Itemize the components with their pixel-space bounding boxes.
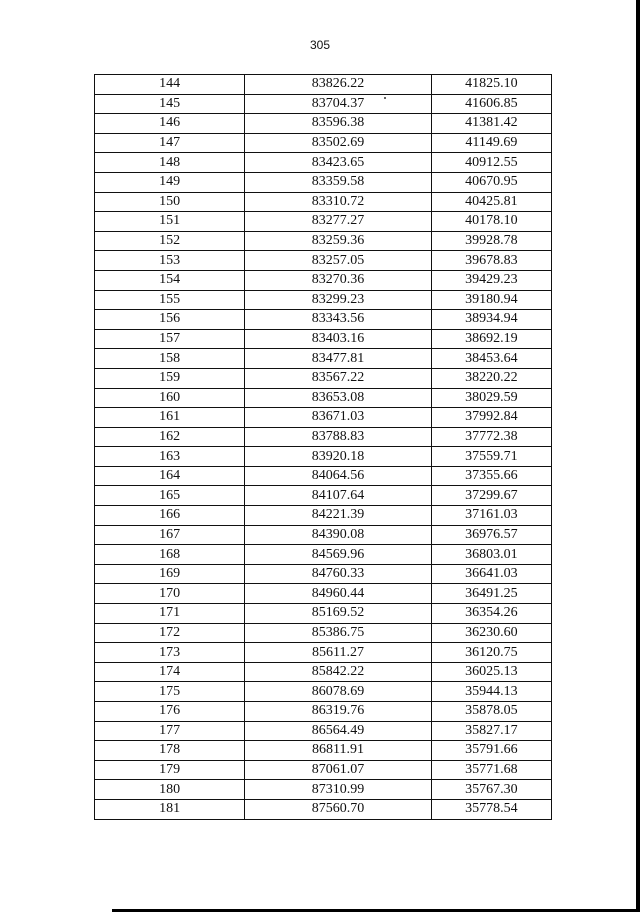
value-b-cell: 36976.57	[431, 525, 551, 545]
value-a-cell: 84107.64	[245, 486, 431, 506]
value-a-cell: 84960.44	[245, 584, 431, 604]
value-b-cell: 36803.01	[431, 545, 551, 565]
value-a-cell: 83502.69	[245, 133, 431, 153]
table-row	[95, 506, 552, 526]
row-index-cell: 166	[95, 506, 245, 526]
value-b-cell: 40425.81	[431, 192, 551, 212]
value-b-cell: 38934.94	[431, 310, 551, 330]
table-body	[95, 75, 552, 820]
table-row	[95, 388, 552, 408]
value-b-cell: 40178.10	[431, 212, 551, 232]
row-index-cell: 174	[95, 662, 245, 682]
value-a-cell: 83653.08	[245, 388, 431, 408]
value-a-cell: 83596.38	[245, 114, 431, 134]
value-b-cell: 41606.85	[431, 94, 551, 114]
value-b-cell: 37559.71	[431, 447, 551, 467]
value-b-cell: 39429.23	[431, 270, 551, 290]
row-index-cell: 153	[95, 251, 245, 271]
row-index-cell: 148	[95, 153, 245, 173]
table-row	[95, 799, 552, 819]
value-a-cell: 86319.76	[245, 702, 431, 722]
table-row	[95, 270, 552, 290]
coordinate-table	[94, 74, 552, 820]
table-row	[95, 231, 552, 251]
value-a-cell: 85842.22	[245, 662, 431, 682]
value-b-cell: 41825.10	[431, 75, 551, 95]
value-a-cell: 84760.33	[245, 564, 431, 584]
value-b-cell: 35767.30	[431, 780, 551, 800]
value-a-cell: 83477.81	[245, 349, 431, 369]
row-index-cell: 179	[95, 760, 245, 780]
row-index-cell: 167	[95, 525, 245, 545]
value-a-cell: 83671.03	[245, 408, 431, 428]
value-a-cell: 83704.37	[245, 94, 431, 114]
value-a-cell: 83403.16	[245, 329, 431, 349]
table-row	[95, 760, 552, 780]
value-b-cell: 35878.05	[431, 702, 551, 722]
table-row	[95, 192, 552, 212]
row-index-cell: 152	[95, 231, 245, 251]
table-row	[95, 486, 552, 506]
table-row	[95, 545, 552, 565]
value-b-cell: 39180.94	[431, 290, 551, 310]
value-a-cell: 86811.91	[245, 741, 431, 761]
row-index-cell: 180	[95, 780, 245, 800]
value-b-cell: 36120.75	[431, 643, 551, 663]
row-index-cell: 162	[95, 427, 245, 447]
table-row	[95, 212, 552, 232]
value-b-cell: 37355.66	[431, 466, 551, 486]
value-b-cell: 39928.78	[431, 231, 551, 251]
value-b-cell: 37772.38	[431, 427, 551, 447]
table-row	[95, 94, 552, 114]
value-a-cell: 83826.22	[245, 75, 431, 95]
table-row	[95, 153, 552, 173]
value-b-cell: 39678.83	[431, 251, 551, 271]
value-a-cell: 85611.27	[245, 643, 431, 663]
table-row	[95, 427, 552, 447]
table-row	[95, 368, 552, 388]
value-a-cell: 83359.58	[245, 172, 431, 192]
value-b-cell: 35778.54	[431, 799, 551, 819]
page-edge-shadow-right	[636, 0, 640, 912]
value-a-cell: 87560.70	[245, 799, 431, 819]
value-a-cell: 83788.83	[245, 427, 431, 447]
table-row	[95, 75, 552, 95]
value-b-cell: 37299.67	[431, 486, 551, 506]
table-row	[95, 310, 552, 330]
value-b-cell: 36025.13	[431, 662, 551, 682]
table-row	[95, 172, 552, 192]
table-row	[95, 349, 552, 369]
value-b-cell: 41149.69	[431, 133, 551, 153]
value-b-cell: 35791.66	[431, 741, 551, 761]
value-b-cell: 38029.59	[431, 388, 551, 408]
table-row	[95, 525, 552, 545]
row-index-cell: 155	[95, 290, 245, 310]
value-a-cell: 83299.23	[245, 290, 431, 310]
row-index-cell: 163	[95, 447, 245, 467]
table-row	[95, 702, 552, 722]
table-row	[95, 114, 552, 134]
value-a-cell: 83423.65	[245, 153, 431, 173]
value-b-cell: 36354.26	[431, 604, 551, 624]
value-a-cell: 83257.05	[245, 251, 431, 271]
value-a-cell: 84221.39	[245, 506, 431, 526]
value-a-cell: 83277.27	[245, 212, 431, 232]
row-index-cell: 150	[95, 192, 245, 212]
page-number: 305	[309, 38, 331, 52]
table-row	[95, 604, 552, 624]
value-a-cell: 86564.49	[245, 721, 431, 741]
row-index-cell: 149	[95, 172, 245, 192]
row-index-cell: 161	[95, 408, 245, 428]
row-index-cell: 144	[95, 75, 245, 95]
table-row	[95, 741, 552, 761]
value-a-cell: 83567.22	[245, 368, 431, 388]
value-b-cell: 38453.64	[431, 349, 551, 369]
row-index-cell: 157	[95, 329, 245, 349]
table-row	[95, 623, 552, 643]
value-b-cell: 40670.95	[431, 172, 551, 192]
value-a-cell: 84569.96	[245, 545, 431, 565]
row-index-cell: 156	[95, 310, 245, 330]
row-index-cell: 151	[95, 212, 245, 232]
row-index-cell: 169	[95, 564, 245, 584]
row-index-cell: 178	[95, 741, 245, 761]
table-row	[95, 329, 552, 349]
row-index-cell: 154	[95, 270, 245, 290]
value-b-cell: 36230.60	[431, 623, 551, 643]
value-b-cell: 37992.84	[431, 408, 551, 428]
value-b-cell: 35944.13	[431, 682, 551, 702]
value-b-cell: 38692.19	[431, 329, 551, 349]
value-b-cell: 36491.25	[431, 584, 551, 604]
table-row	[95, 251, 552, 271]
row-index-cell: 159	[95, 368, 245, 388]
row-index-cell: 158	[95, 349, 245, 369]
row-index-cell: 181	[95, 799, 245, 819]
table-row	[95, 721, 552, 741]
value-b-cell: 35771.68	[431, 760, 551, 780]
row-index-cell: 164	[95, 466, 245, 486]
table-row	[95, 780, 552, 800]
row-index-cell: 146	[95, 114, 245, 134]
value-b-cell: 41381.42	[431, 114, 551, 134]
table-row	[95, 408, 552, 428]
row-index-cell: 177	[95, 721, 245, 741]
row-index-cell: 173	[95, 643, 245, 663]
table-row	[95, 584, 552, 604]
table-row	[95, 447, 552, 467]
table-row	[95, 643, 552, 663]
value-a-cell: 85169.52	[245, 604, 431, 624]
value-a-cell: 83259.36	[245, 231, 431, 251]
value-a-cell: 86078.69	[245, 682, 431, 702]
value-a-cell: 85386.75	[245, 623, 431, 643]
row-index-cell: 170	[95, 584, 245, 604]
value-a-cell: 83270.36	[245, 270, 431, 290]
value-a-cell: 87310.99	[245, 780, 431, 800]
row-index-cell: 171	[95, 604, 245, 624]
table-row	[95, 133, 552, 153]
table-row	[95, 564, 552, 584]
value-b-cell: 35827.17	[431, 721, 551, 741]
table-row	[95, 682, 552, 702]
value-a-cell: 83920.18	[245, 447, 431, 467]
table-row	[95, 290, 552, 310]
value-b-cell: 37161.03	[431, 506, 551, 526]
table-row	[95, 662, 552, 682]
value-a-cell: 87061.07	[245, 760, 431, 780]
value-b-cell: 40912.55	[431, 153, 551, 173]
value-a-cell: 83343.56	[245, 310, 431, 330]
row-index-cell: 147	[95, 133, 245, 153]
value-b-cell: 36641.03	[431, 564, 551, 584]
table-row	[95, 466, 552, 486]
value-b-cell: 38220.22	[431, 368, 551, 388]
row-index-cell: 160	[95, 388, 245, 408]
row-index-cell: 176	[95, 702, 245, 722]
row-index-cell: 175	[95, 682, 245, 702]
row-index-cell: 168	[95, 545, 245, 565]
value-a-cell: 84390.08	[245, 525, 431, 545]
value-a-cell: 83310.72	[245, 192, 431, 212]
row-index-cell: 145	[95, 94, 245, 114]
value-a-cell: 84064.56	[245, 466, 431, 486]
row-index-cell: 172	[95, 623, 245, 643]
row-index-cell: 165	[95, 486, 245, 506]
